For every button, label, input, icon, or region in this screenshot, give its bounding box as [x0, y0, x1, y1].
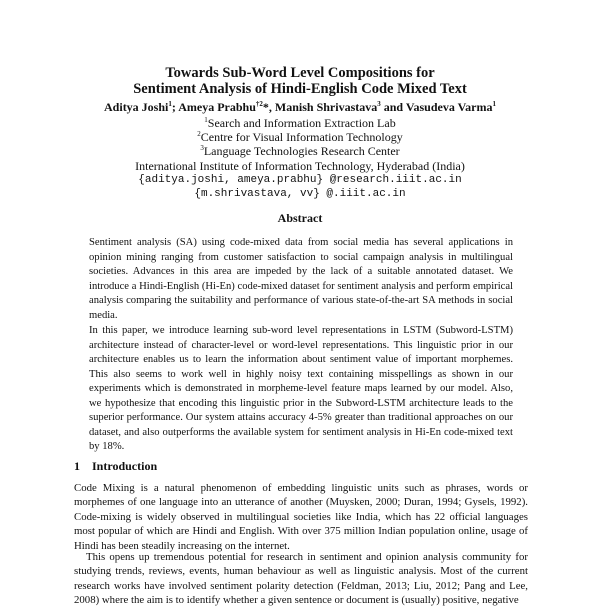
institute: International Institute of Information Technology, Hyderabad (India)	[135, 159, 465, 173]
abstract-paragraph-1: Sentiment analysis (SA) using code-mixed data from social media has several applications in opinion mining ranging from customer satisfaction to social campaign analysis in multilingual societies. Advances in this area are impeded by the lack of a suitable annotated dataset. We introduce a Hindi-English (Hi-En) code-mixed dataset for sentiment analysis and perform empirical analysis comparing the suitability and performance of various state-of-the-art SA methods in social media.	[89, 237, 513, 321]
affiliation	[0, 116, 600, 130]
author-name: Vasudeva Varma	[405, 100, 493, 114]
abstract-heading: Abstract	[277, 211, 323, 225]
paper-title-line-1: Towards Sub-Word Level Compositions for	[165, 65, 435, 81]
affiliation-text: Language Technologies Research Center	[203, 144, 400, 158]
author-punct: ;	[171, 100, 176, 114]
author-mark: 1	[168, 100, 172, 108]
intro-paragraph-2: This opens up tremendous potential for research in sentiment and opinion analysis community for studying trends, reviews, events, human behaviour as well as linguistic analysis. Most of the current research works have involved sentiment polarity detection (Feldman, 2013; Liu, 2012; Pang and Lee, 2008) where the aim is to identify whether a given sentence or document is (usually) positive, negative	[74, 551, 528, 607]
section-number: 1	[74, 459, 80, 473]
affiliation-text: Centre for Visual Information Technology	[200, 130, 403, 144]
intro-paragraph-1: Code Mixing is a natural phenomenon of embedding linguistic units such as phrases, words or morphemes of one language into an utterance of another (Muysken, 2000; Duran, 1994; Gysels, 1992). Code-mixing is widely observed in multilingual societies like India, which has 22 official languages most popular of which are Hindi and English. With over 375 million Indian population online, usage of Hindi has been steadily increasing on the internet.	[74, 482, 528, 552]
section-heading	[74, 459, 157, 473]
section-title: Introduction	[92, 459, 158, 473]
affiliation-mark: 2	[197, 130, 201, 138]
author-mark: †2	[255, 100, 263, 108]
affiliation	[0, 130, 600, 144]
email-line-1: {aditya.joshi, ameya.prabhu} @research.iiit.ac.in	[138, 174, 462, 186]
author-punct: *,	[262, 100, 272, 114]
author-name: Manish Shrivastava	[274, 100, 378, 114]
affiliation-mark: 3	[200, 144, 204, 152]
author-mark: 1	[492, 100, 496, 108]
author-list	[0, 100, 600, 114]
paper-title-line-2: Sentiment Analysis of Hindi-English Code Mixed Text	[133, 81, 467, 97]
email-line-2: {m.shrivastava, vv} @.iiit.ac.in	[194, 188, 406, 200]
affiliation	[0, 144, 600, 158]
affiliation-text: Search and Information Extraction Lab	[207, 116, 396, 130]
author-name: Aditya Joshi	[104, 100, 169, 114]
author-name: Ameya Prabhu	[178, 100, 256, 114]
author-mark: 3	[377, 100, 381, 108]
author-conjunction: and	[383, 100, 404, 114]
abstract-paragraph-2: In this paper, we introduce learning sub-word level representations in LSTM (Subword-LSTM) architecture instead of character-level or word-level representations. This linguistic prior in our architecture enables us to learn the information about sentiment value of important morphemes. This also seems to work well in highly noisy text containing misspellings as shown in our experiments which is demonstrated in morpheme-level feature maps learned by our model. Also, we hypothesize that encoding this linguistic prior in the Subword-LSTM architecture leads to the superior performance. Our system attains accuracy 4-5% greater than traditional approaches on our dataset, and also outperforms the available system for sentiment analysis in Hi-En code-mixed text by 18%.	[89, 325, 513, 452]
affiliation-mark: 1	[204, 116, 208, 124]
